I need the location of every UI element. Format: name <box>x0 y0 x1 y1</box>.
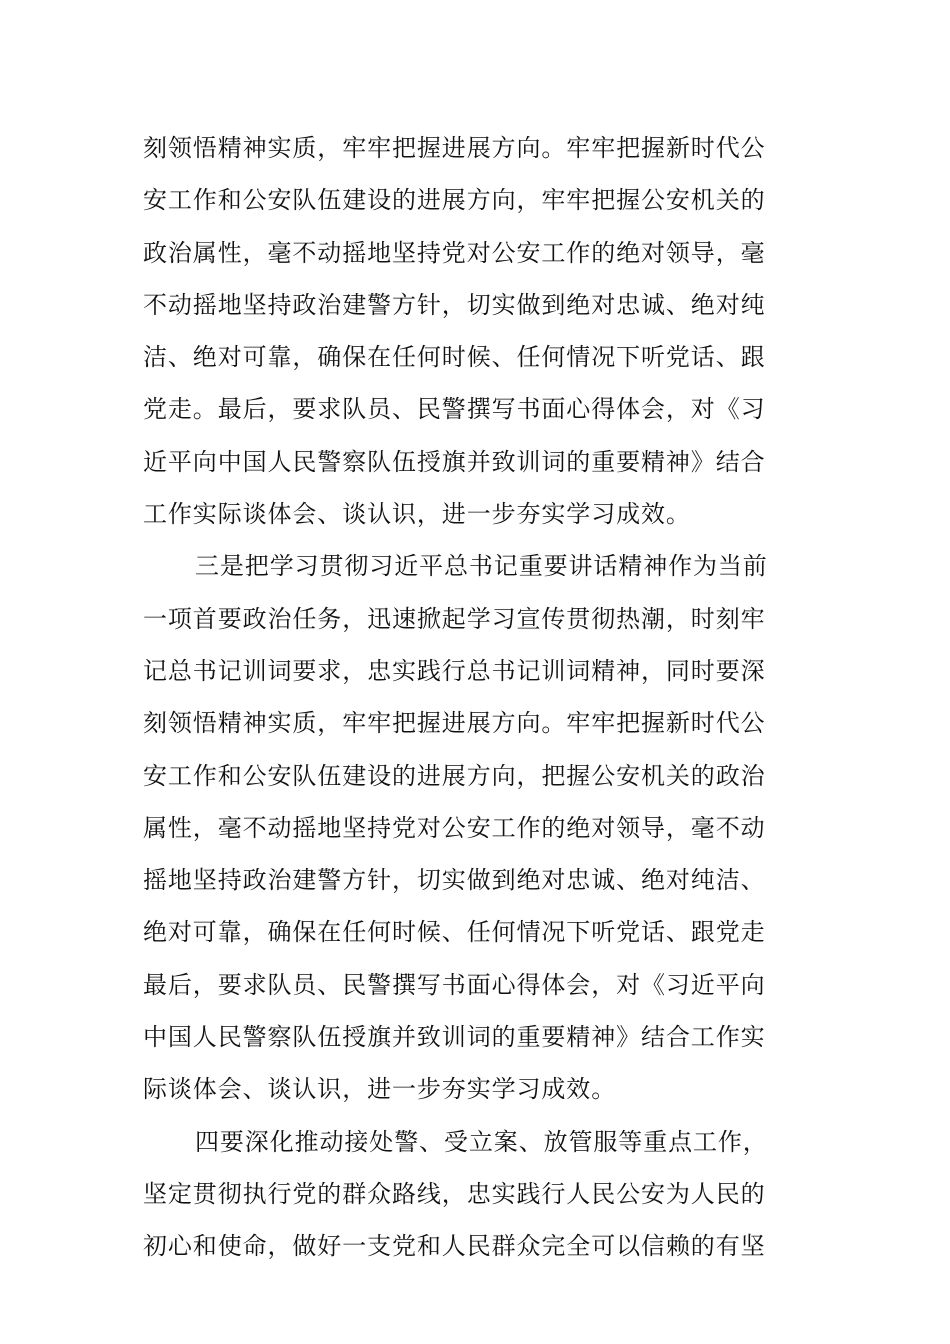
body-text <box>143 122 813 1273</box>
text-line: 近平向中国人民警察队伍授旗并致训词的重要精神》结合 <box>143 447 766 476</box>
text-line: 政治属性，毫不动摇地坚持党对公安工作的绝对领导，毫 <box>143 238 766 267</box>
text-line: 记总书记训词要求，忠实践行总书记训词精神，同时要深 <box>143 656 766 685</box>
text-line: 坚定贯彻执行党的群众路线，忠实践行人民公安为人民的 <box>143 1179 766 1208</box>
text-line: 安工作和公安队伍建设的进展方向，把握公安机关的政治 <box>143 761 766 790</box>
paragraph-first-line: 三是把学习贯彻习近平总书记重要讲话精神作为当前 <box>195 552 768 581</box>
text-line: 最后，要求队员、民警撰写书面心得体会，对《习近平向 <box>143 970 766 999</box>
text-line: 绝对可靠，确保在任何时候、任何情况下听党话、跟党走 <box>143 918 766 947</box>
text-line: 际谈体会、谈认识，进一步夯实学习成效。 <box>143 1075 617 1104</box>
text-line: 安工作和公安队伍建设的进展方向，牢牢把握公安机关的 <box>143 186 766 215</box>
text-line: 一项首要政治任务，迅速掀起学习宣传贯彻热潮，时刻牢 <box>143 604 766 633</box>
text-line: 摇地坚持政治建警方针，切实做到绝对忠诚、绝对纯洁、 <box>143 866 766 895</box>
text-line: 属性，毫不动摇地坚持党对公安工作的绝对领导，毫不动 <box>143 813 766 842</box>
text-line: 刻领悟精神实质，牢牢把握进展方向。牢牢把握新时代公 <box>143 134 766 162</box>
text-line: 工作实际谈体会、谈认识，进一步夯实学习成效。 <box>143 500 691 529</box>
paragraph-first-line: 四要深化推动接处警、受立案、放管服等重点工作， <box>195 1127 768 1156</box>
text-line: 刻领悟精神实质，牢牢把握进展方向。牢牢把握新时代公 <box>143 709 766 738</box>
text-line: 中国人民警察队伍授旗并致训词的重要精神》结合工作实 <box>143 1023 766 1052</box>
text-line: 初心和使命，做好一支党和人民群众完全可以信赖的有坚 <box>143 1232 766 1261</box>
text-line: 洁、绝对可靠，确保在任何时候、任何情况下听党话、跟 <box>143 343 766 372</box>
text-line: 不动摇地坚持政治建警方针，切实做到绝对忠诚、绝对纯 <box>143 290 766 319</box>
text-line: 党走。最后，要求队员、民警撰写书面心得体会，对《习 <box>143 395 766 424</box>
